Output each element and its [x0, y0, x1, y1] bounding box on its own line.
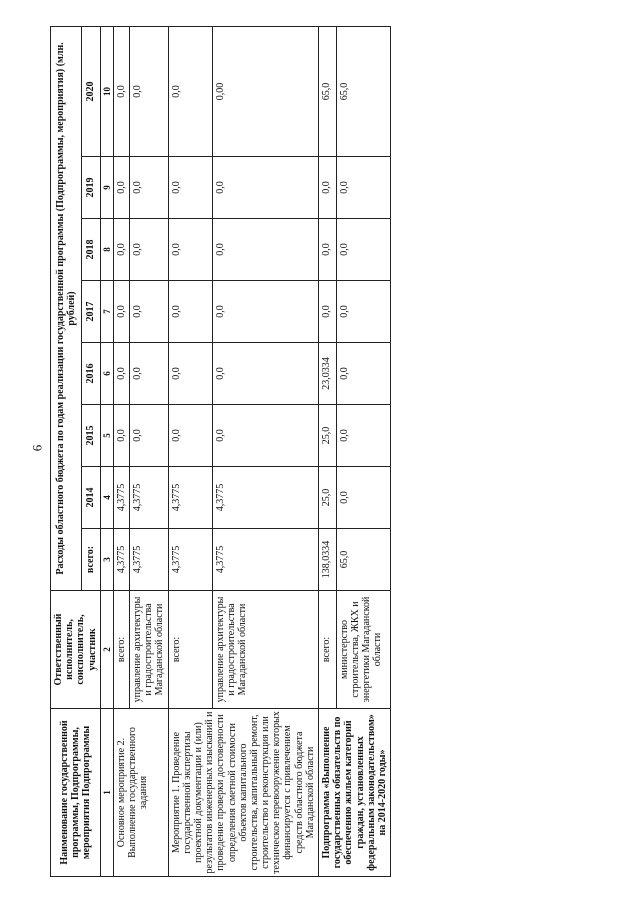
- value-cell: 0,0: [130, 26, 169, 156]
- value-cell: 65,0: [319, 26, 337, 156]
- header-year: 2018: [82, 219, 101, 281]
- header-year: 2017: [82, 281, 101, 343]
- value-cell: 0,0: [130, 343, 169, 405]
- header-year: 2015: [82, 405, 101, 467]
- value-cell: 0,0: [319, 157, 337, 219]
- index-cell: 2: [100, 591, 113, 709]
- index-cell: 7: [100, 281, 113, 343]
- value-cell: 0,0: [130, 219, 169, 281]
- header-year: 2019: [82, 157, 101, 219]
- value-cell: 0,0: [213, 219, 319, 281]
- row-name: Мероприятие 1. Проведение государственной экспертизы проектной документации и (или) результатов инженерных изысканий и проведение проверки достоверности определения сметной стоимости объектов капитального строительства, капитальный ремонт, строительство и реконструкция или техническое перевооружение которых финансируется с привлечением средств областного бюджета Магаданской области: [168, 709, 318, 877]
- value-cell: 4,3775: [213, 529, 319, 591]
- value-cell: 23,0334: [319, 343, 337, 405]
- index-cell: 4: [100, 467, 113, 529]
- value-cell: 0,0: [336, 281, 390, 343]
- index-cell: 8: [100, 219, 113, 281]
- value-cell: 25,0: [319, 467, 337, 529]
- index-cell: 9: [100, 157, 113, 219]
- value-cell: 4,3775: [168, 467, 212, 529]
- index-cell: 5: [100, 405, 113, 467]
- value-cell: 0,0: [168, 26, 212, 156]
- value-cell: 4,3775: [168, 529, 212, 591]
- value-cell: 4,3775: [113, 529, 129, 591]
- value-cell: 65,0: [336, 26, 390, 156]
- value-cell: 25,0: [319, 405, 337, 467]
- rotated-table-wrapper: [50, 27, 590, 877]
- value-cell: 0,0: [213, 343, 319, 405]
- value-cell: 0,0: [213, 405, 319, 467]
- header-executor: Ответственный исполнитель, соисполнитель, участник: [51, 591, 101, 709]
- value-cell: 0,0: [130, 405, 169, 467]
- table-row: [168, 26, 212, 876]
- value-cell: 4,3775: [130, 529, 169, 591]
- header-year: 2020: [82, 26, 101, 156]
- value-cell: 0,0: [168, 343, 212, 405]
- value-cell: 0,0: [168, 281, 212, 343]
- value-cell: 0,0: [130, 281, 169, 343]
- header-year: 2014: [82, 467, 101, 529]
- row-executor: министерство строительства, ЖКХ и энергетики Магаданской области: [336, 591, 390, 709]
- value-cell: 0,0: [130, 157, 169, 219]
- index-cell: 1: [100, 709, 113, 877]
- value-cell: 0,0: [336, 219, 390, 281]
- row-name: Подпрограмма «Выполнение государственных обязательств по обеспечению жильем категорий граждан, установленных федеральным законодательством» на 2014-2020 годы»: [319, 709, 391, 877]
- row-executor: управление архитектуры и градостроительства Магаданской области: [130, 591, 169, 709]
- value-cell: 0,0: [113, 219, 129, 281]
- table-row: [113, 26, 129, 876]
- value-cell: 0,0: [168, 219, 212, 281]
- value-cell: 0,0: [213, 281, 319, 343]
- row-executor: всего:: [168, 591, 212, 709]
- index-cell: 6: [100, 343, 113, 405]
- value-cell: 65,0: [336, 529, 390, 591]
- header-year: 2016: [82, 343, 101, 405]
- header-name: Наименование государственной программы, Подпрограммы, мероприятия Подпрограммы: [51, 709, 101, 877]
- row-executor: всего:: [113, 591, 129, 709]
- value-cell: 0,0: [319, 219, 337, 281]
- value-cell: 0,0: [336, 157, 390, 219]
- value-cell: 0,0: [213, 157, 319, 219]
- value-cell: 0,0: [113, 26, 129, 156]
- row-executor: всего:: [319, 591, 337, 709]
- value-cell: 0,0: [319, 281, 337, 343]
- value-cell: 4,3775: [113, 467, 129, 529]
- table-row: [319, 26, 337, 876]
- value-cell: 4,3775: [130, 467, 169, 529]
- value-cell: 0,0: [336, 467, 390, 529]
- value-cell: 138,0334: [319, 529, 337, 591]
- page-number: 6: [29, 444, 45, 452]
- index-cell: 10: [100, 26, 113, 156]
- value-cell: 0,0: [113, 157, 129, 219]
- value-cell: 0,0: [113, 281, 129, 343]
- value-cell: 0,0: [168, 157, 212, 219]
- index-row: [100, 26, 113, 876]
- index-cell: 3: [100, 529, 113, 591]
- value-cell: 0,0: [336, 343, 390, 405]
- header-expenses-group: Расходы областного бюджета по годам реализации государственной программы (Подпрограммы, мероприятия) (млн. рублей): [51, 26, 82, 590]
- header-total: всего:: [82, 529, 101, 591]
- value-cell: 0,0: [336, 405, 390, 467]
- row-name: Основное мероприятие 2. Выполнение государственного задания: [113, 709, 168, 877]
- value-cell: 0,0: [168, 405, 212, 467]
- value-cell: 4,3775: [213, 467, 319, 529]
- budget-table: [50, 26, 391, 877]
- row-executor: управление архитектуры и градостроительства Магаданской области: [213, 591, 319, 709]
- value-cell: 0,0: [113, 343, 129, 405]
- value-cell: 0,0: [113, 405, 129, 467]
- value-cell: 0,00: [213, 26, 319, 156]
